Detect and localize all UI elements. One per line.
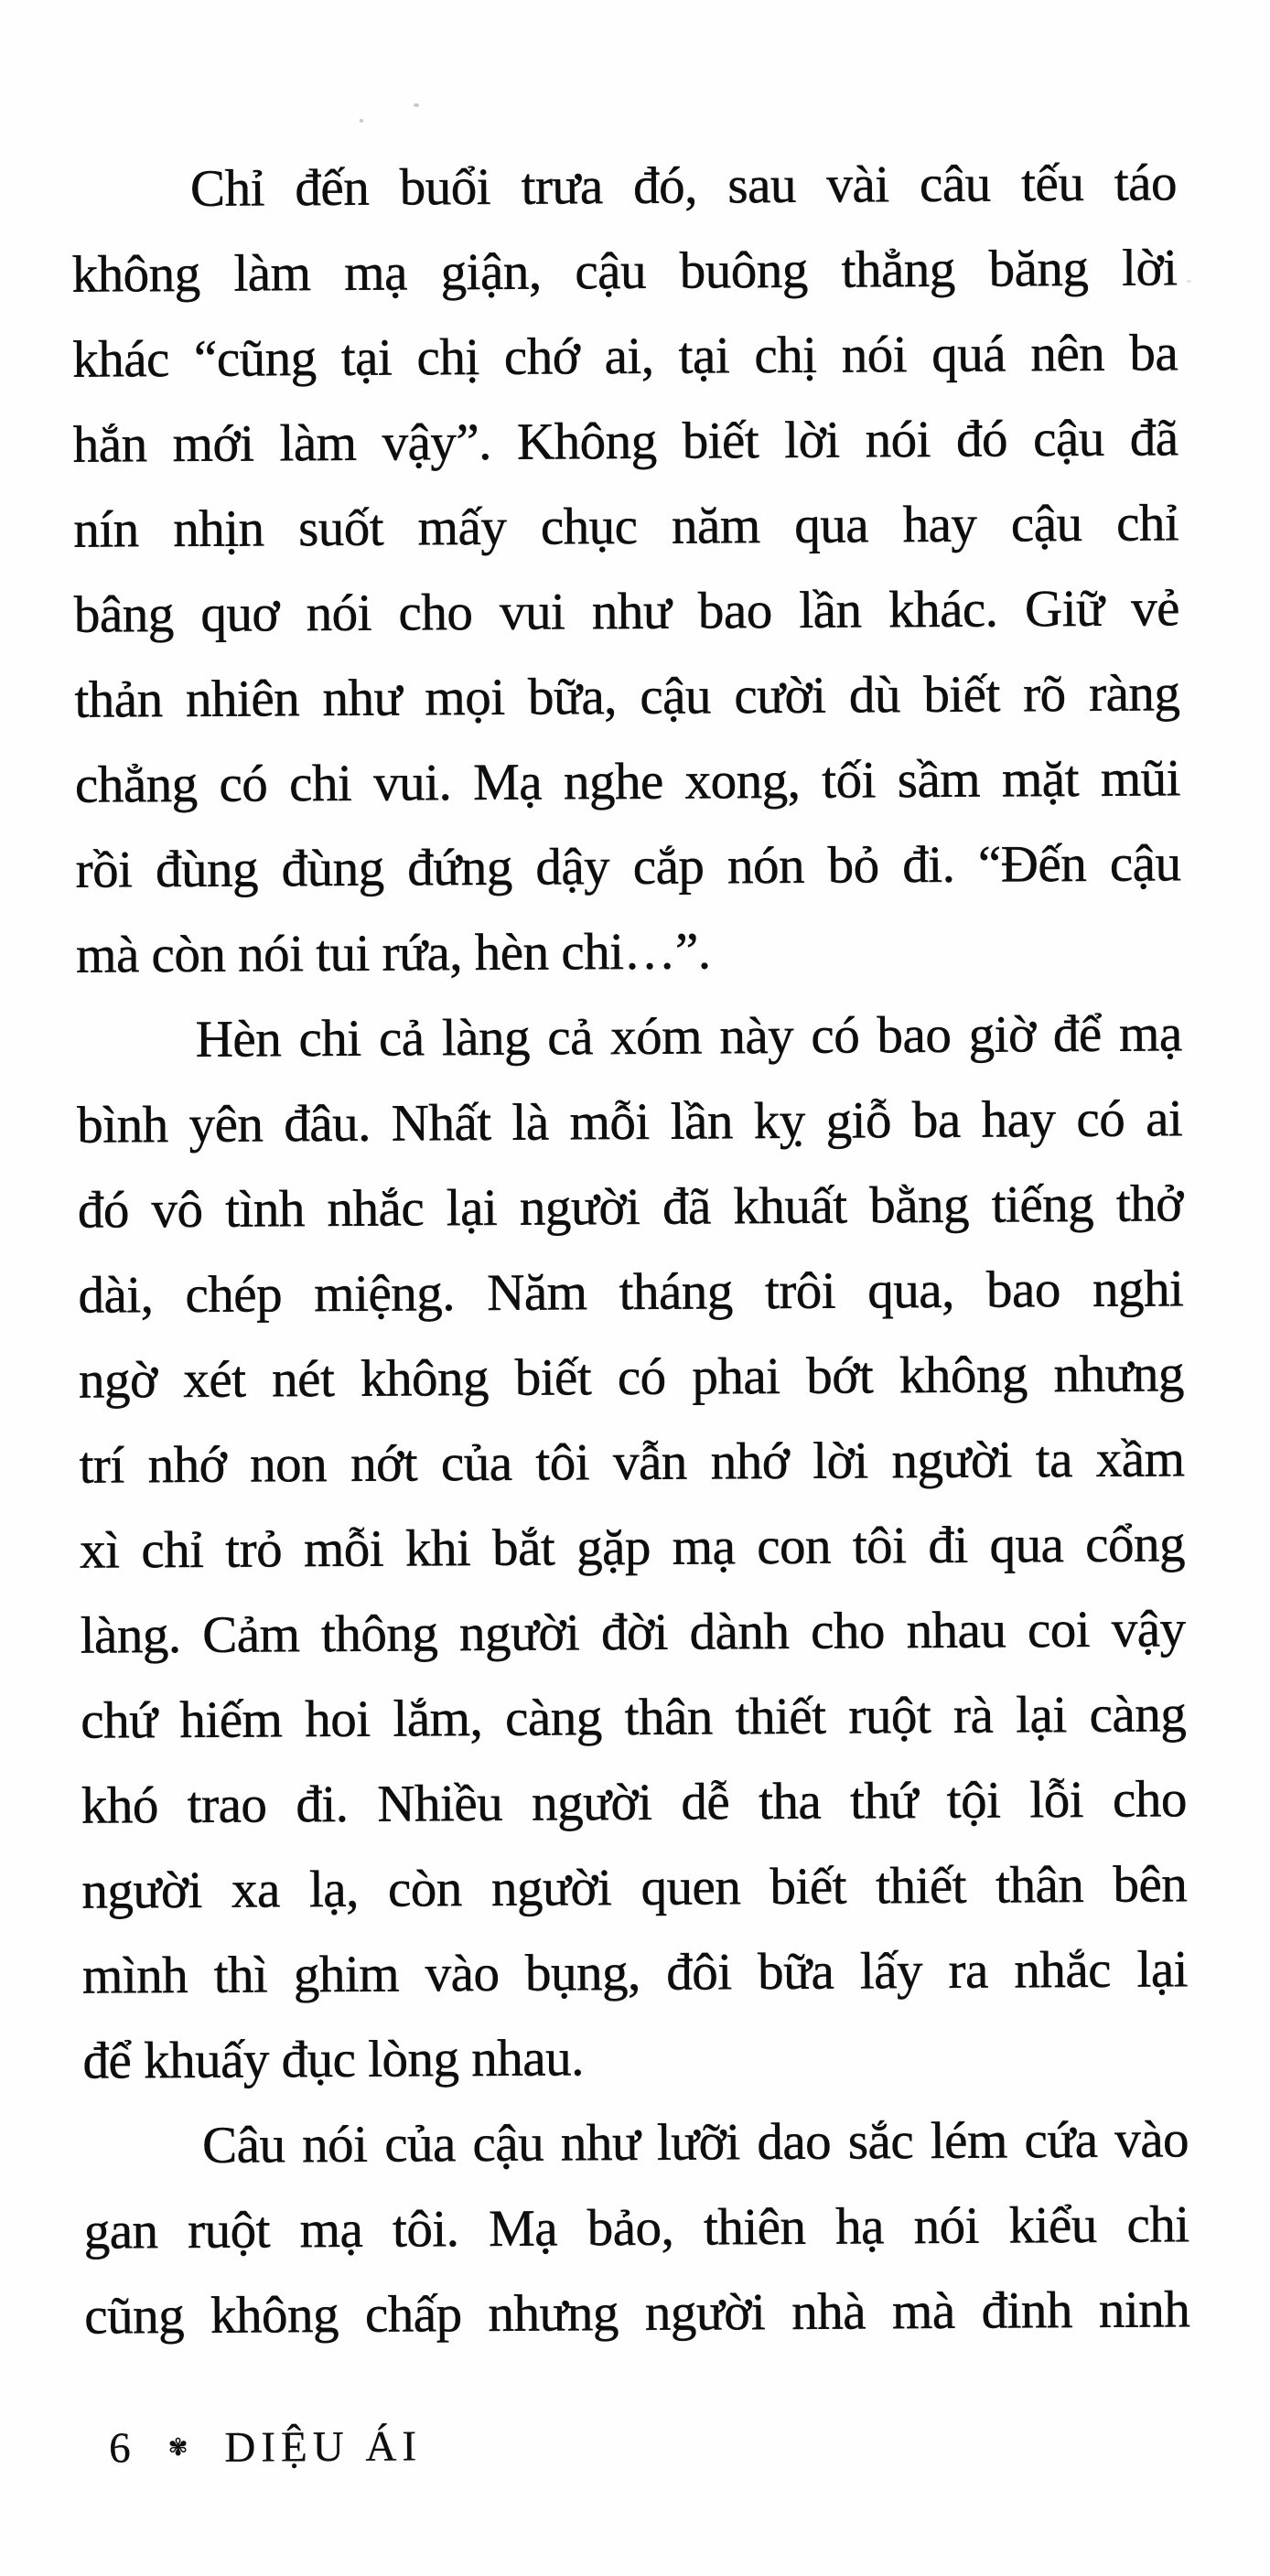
text-line: để khuấy đục lòng nhau.: [82, 2029, 585, 2090]
page-footer: [85, 2414, 1190, 2475]
text-line: gan ruột mạ tôi. Mạ bảo, thiên hạ nói kiểu chi: [83, 2195, 1189, 2260]
paragraph: [76, 991, 1188, 2103]
scan-speck: [1187, 280, 1191, 283]
paragraph: [83, 2097, 1190, 2358]
text-line: không làm mạ giận, cậu buông thẳng băng lời: [71, 239, 1178, 304]
text-line: mà còn nói tui rứa, hèn chi…”.: [75, 922, 711, 984]
text-line: chẳng có chi vui. Mạ nghe xong, tối sầm mặt mũi: [74, 749, 1181, 814]
florette-ornament-icon: ✾: [167, 2433, 188, 2463]
text-line: trí nhớ non nớt của tôi vẫn nhớ lời người ta xầm: [79, 1430, 1185, 1495]
text-line: Hèn chi cả làng cả xóm này có bao giờ để mạ: [195, 1004, 1182, 1068]
body-text: [71, 140, 1190, 2358]
text-line: người xa lạ, còn người quen biết thiết thân bên: [81, 1855, 1188, 1920]
text-line: rồi đùng đùng đứng dậy cắp nón bỏ đi. “Đến cậu: [75, 834, 1181, 899]
text-line: khó trao đi. Nhiều người dễ tha thứ tội lỗi cho: [81, 1770, 1188, 1835]
text-line: mình thì ghim vào bụng, đôi bữa lấy ra nhắc lại: [81, 1940, 1189, 2005]
scan-speck: [414, 103, 419, 107]
page-number: 6: [109, 2424, 132, 2473]
text-line: dài, chép miệng. Năm tháng trôi qua, bao nghi: [78, 1260, 1184, 1325]
text-line: nín nhịn suốt mấy chục năm qua hay cậu chỉ: [73, 494, 1179, 559]
running-footer-author: DIỆU ÁI: [224, 2422, 423, 2472]
text-line: ngờ xét nét không biết có phai bớt không nhưng: [78, 1345, 1185, 1410]
text-line: bình yên đâu. Nhất là mỗi lần kỵ giỗ ba hay có ai: [77, 1089, 1183, 1154]
text-line: khác “cũng tại chị chớ ai, tại chị nói quá nên ba: [72, 324, 1179, 389]
text-line: Chỉ đến buổi trưa đó, sau vài câu tếu táo: [189, 154, 1178, 218]
text-line: bâng quơ nói cho vui như bao lần khác. Giữ vẻ: [73, 579, 1180, 644]
text-line: thản nhiên như mọi bữa, cậu cười dù biết rõ ràng: [74, 664, 1180, 729]
paragraph: [71, 140, 1182, 997]
text-line: chứ hiếm hoi lắm, càng thân thiết ruột rà lại càng: [81, 1685, 1187, 1750]
page-content: [71, 140, 1191, 2475]
text-line: Câu nói của cậu như lưỡi dao sắc lém cứa vào: [201, 2110, 1189, 2174]
text-line: xì chỉ trỏ mỗi khi bắt gặp mạ con tôi đi qua cổng: [79, 1515, 1186, 1580]
text-line: cũng không chấp nhưng người nhà mà đinh ninh: [84, 2281, 1190, 2345]
scan-speck: [360, 119, 363, 123]
text-line: đó vô tình nhắc lại người đã khuất bằng tiếng thở: [77, 1175, 1184, 1240]
text-line: làng. Cảm thông người đời dành cho nhau coi vậy: [80, 1600, 1186, 1665]
text-line: hắn mới làm vậy”. Không biết lời nói đó cậu đã: [72, 409, 1179, 474]
